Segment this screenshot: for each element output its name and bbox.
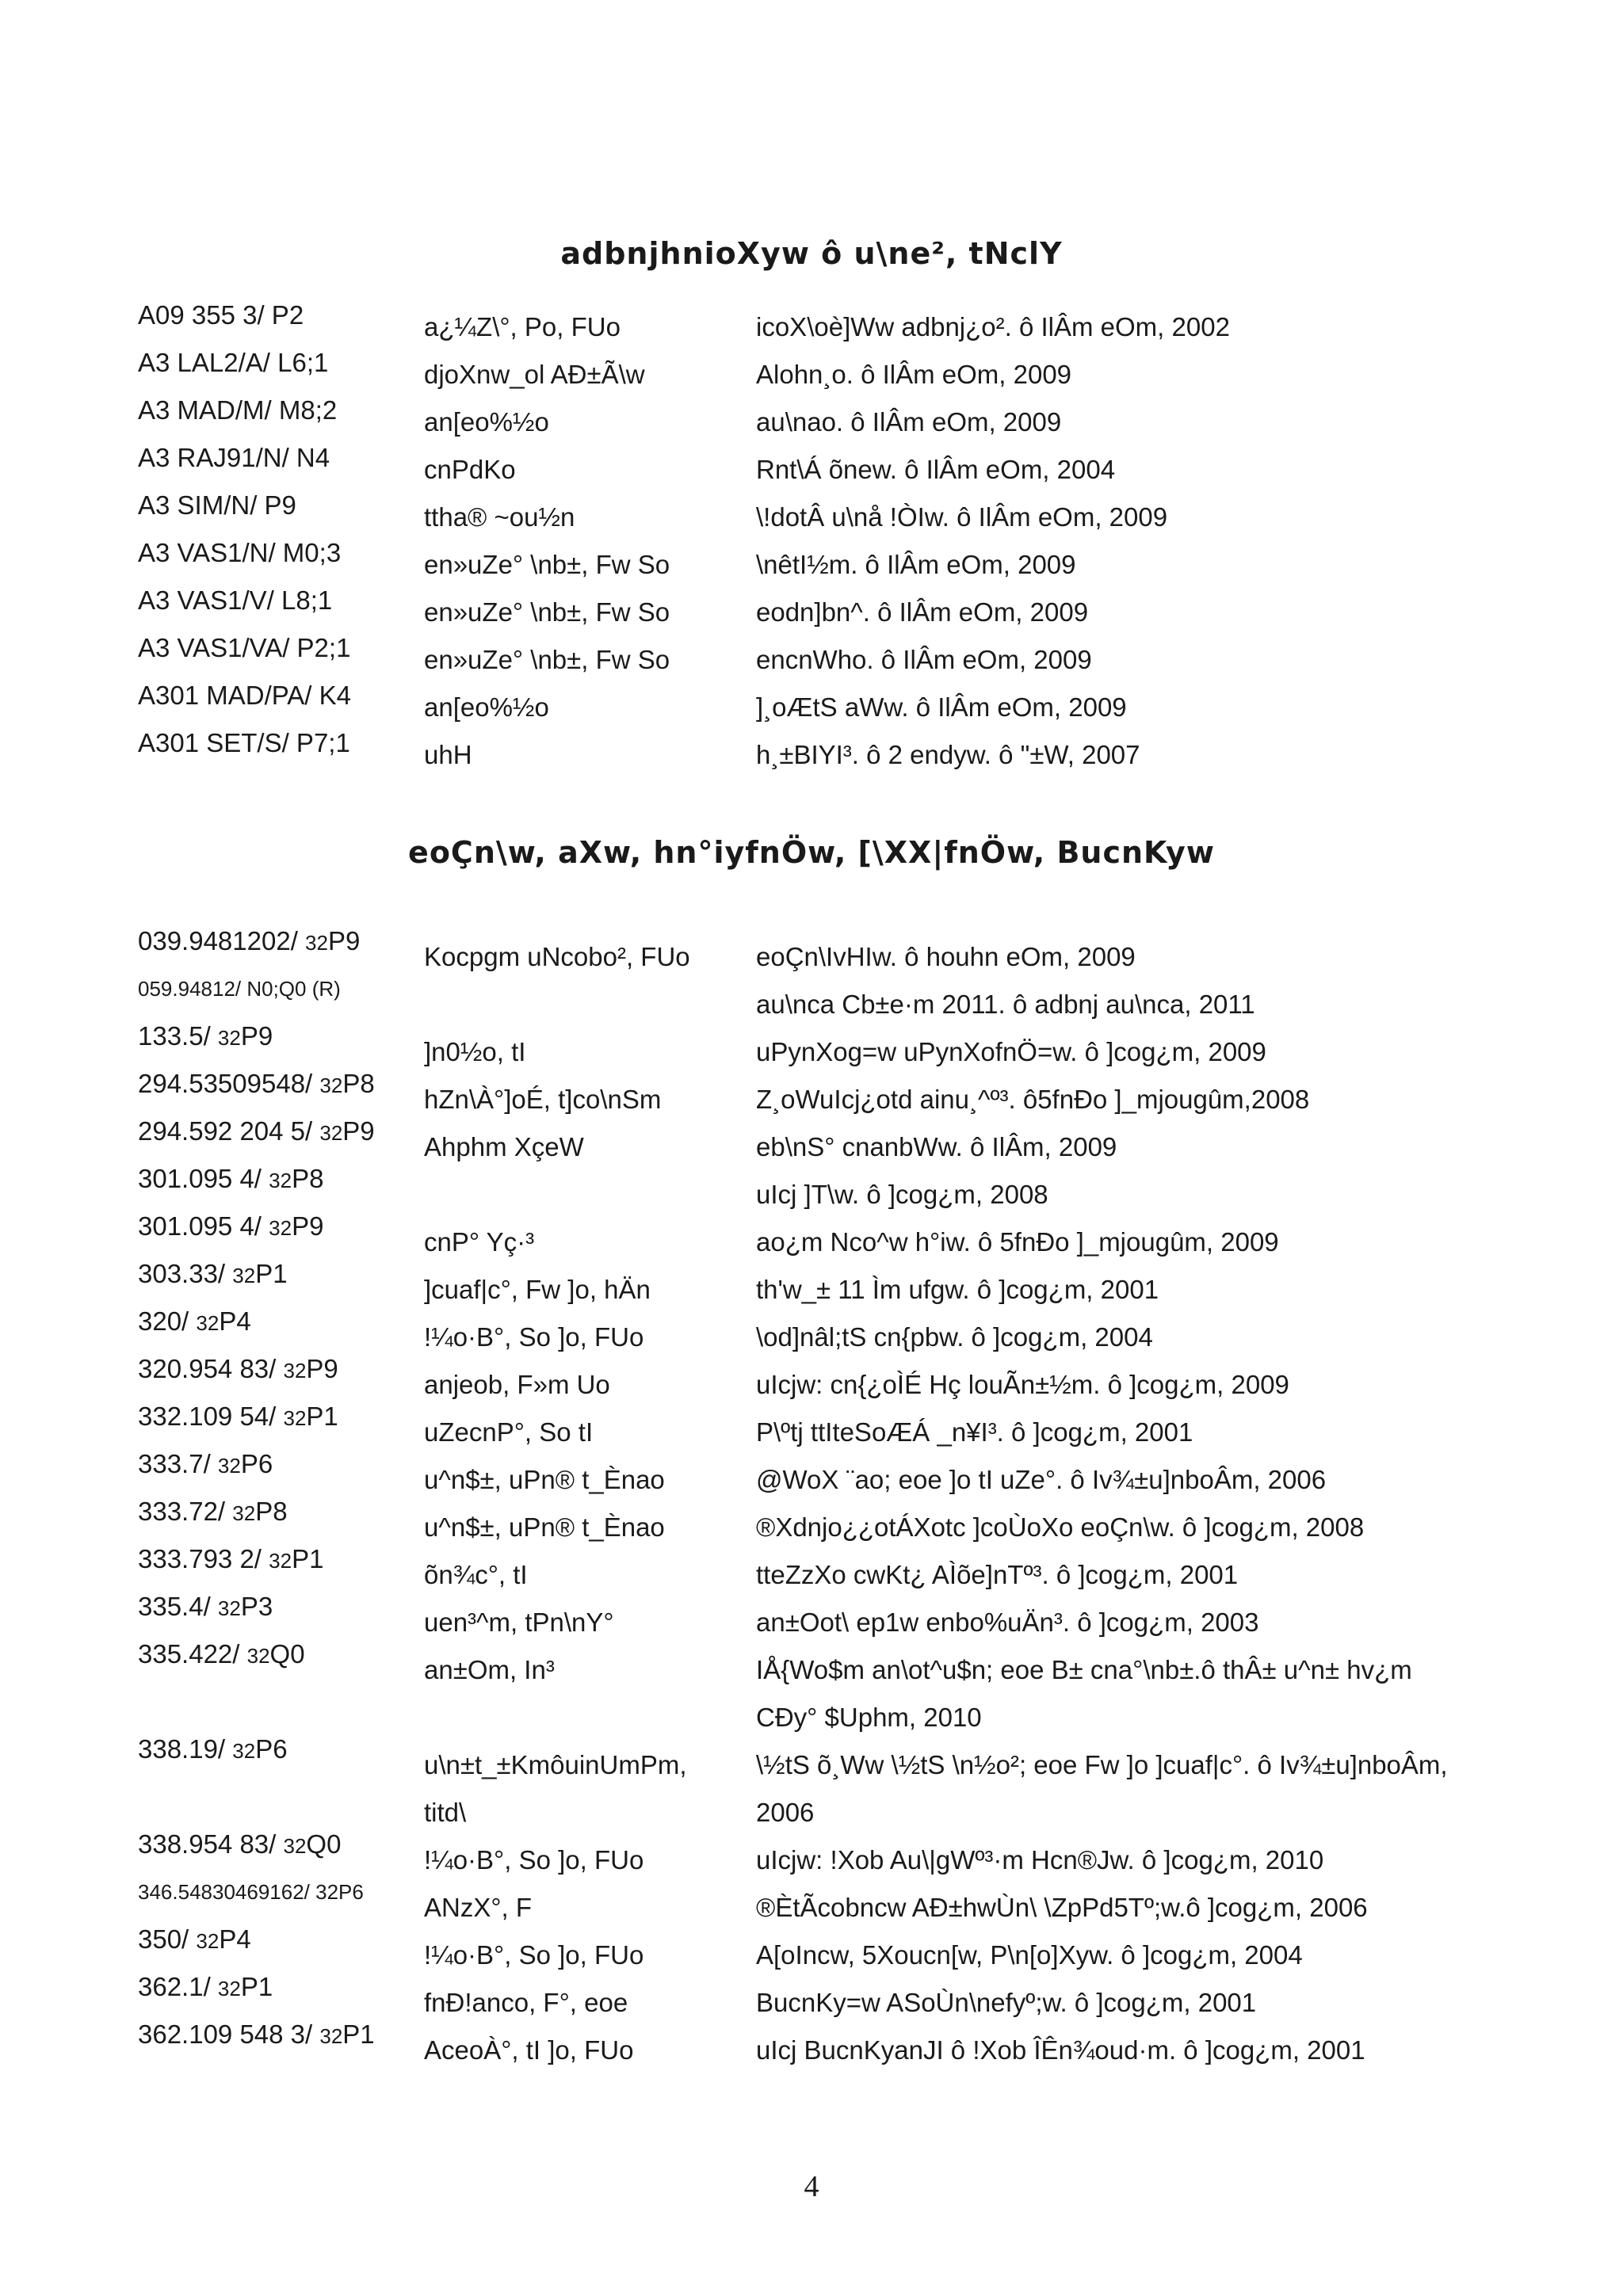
- author-entry: an±Om, In³: [424, 1655, 555, 1684]
- call-number-sub: 32: [232, 1264, 256, 1287]
- title-entry: ao¿m Nco^w h°iw. ô 5fnÐo ]_mjougûm, 2009: [756, 1227, 1279, 1257]
- author-entry: [424, 1694, 690, 1741]
- call-number-main: 320/: [138, 1306, 197, 1336]
- title-entry: encnWho. ô IlÂm eOm, 2009: [756, 645, 1092, 674]
- title-entry: eb\nS° cnanbWw. ô IlÂm, 2009: [756, 1132, 1117, 1161]
- call-number-main: 350/: [138, 1924, 197, 1954]
- call-number: [138, 1345, 375, 1393]
- call-number: [138, 1013, 375, 1060]
- call-number-suffix: P1: [292, 1544, 324, 1573]
- call-number-sub: 32: [196, 1311, 220, 1335]
- call-number-suffix: Q0: [269, 1639, 305, 1669]
- call-number: [138, 1203, 375, 1250]
- author-entry: an[eo%½o: [424, 407, 549, 437]
- call-number: [138, 1108, 375, 1155]
- call-number: [138, 1060, 375, 1108]
- call-number-suffix: P1: [240, 1972, 273, 2001]
- call-number: A09 355 3/ P2: [138, 300, 304, 330]
- call-number: [138, 965, 375, 1013]
- section1-callnumber-column: [138, 292, 351, 767]
- call-number-suffix: P6: [255, 1734, 288, 1764]
- call-number: [138, 1155, 375, 1203]
- section-heading-1: adbnjhnioXyw ô u\ne², tNclY: [560, 236, 1063, 271]
- call-number: [138, 1963, 375, 2011]
- title-entry: h¸±BIYI³. ô 2 endyw. ô "±W, 2007: [756, 740, 1140, 769]
- title-entry: \nêtI½m. ô IlÂm eOm, 2009: [756, 550, 1076, 579]
- author-entry: u^n$±, uPn® t_Ènao: [424, 1465, 665, 1494]
- call-number-suffix: P8: [342, 1069, 375, 1098]
- author-entry: u\n±t_±KmôuinUmPm,: [424, 1750, 687, 1779]
- call-number-main: 294.53509548/: [138, 1069, 320, 1098]
- call-number-main: 335.4/: [138, 1592, 218, 1621]
- call-number-sub: 32: [283, 1834, 307, 1858]
- call-number-sub: 32: [196, 1929, 220, 1953]
- title-entry: uPynXog=w uPynXofnÖ=w. ô ]cog¿m, 2009: [756, 1037, 1266, 1066]
- call-number-main: 320.954 83/: [138, 1354, 284, 1383]
- call-number-main: 332.109 54/: [138, 1402, 284, 1431]
- call-number: [138, 1678, 375, 1726]
- call-number-suffix: P9: [306, 1354, 338, 1383]
- call-number-main: 333.7/: [138, 1449, 218, 1478]
- call-number: [138, 1250, 375, 1298]
- call-number-sub: 32: [269, 1169, 292, 1192]
- call-number: A3 MAD/M/ M8;2: [138, 395, 338, 425]
- author-entry: fnÐ!anco, F°, eoe: [424, 1988, 628, 2017]
- call-number-sub: 32: [319, 2024, 343, 2048]
- author-entry: ANzX°, F: [424, 1893, 533, 1922]
- title-entry: uIcj BucnKyanJI ô !Xob ÎÊn¾oud·m. ô ]cog¿m, 2001: [756, 2035, 1365, 2065]
- call-number-main: 338.19/: [138, 1734, 233, 1764]
- call-number-main: 303.33/: [138, 1259, 233, 1288]
- title-entry: icoX\oè]Ww adbnj¿o². ô IlÂm eOm, 2002: [756, 312, 1230, 341]
- title-entry: IÅ{Wo$m an\ot^u$n; eoe B± cna°\nb±.ô thÂ± u^n± hv¿m: [756, 1655, 1412, 1684]
- call-number-main: 333.793 2/: [138, 1544, 269, 1573]
- call-number-main: 133.5/: [138, 1021, 218, 1051]
- author-entry: en»uZe° \nb±, Fw So: [424, 597, 670, 627]
- section2-callnumber-column: [138, 917, 375, 2058]
- call-number-sub: 32: [246, 1644, 270, 1668]
- call-number-sub: 32: [305, 931, 328, 955]
- title-entry: P\ºtj ttIteSoÆÁ _n¥I³. ô ]cog¿m, 2001: [756, 1417, 1193, 1447]
- call-number-sub: 32: [319, 1121, 343, 1145]
- call-number-sub: 32: [232, 1501, 256, 1525]
- call-number-suffix: P9: [342, 1116, 375, 1146]
- author-entry: cnP° Yç·³: [424, 1227, 535, 1257]
- title-entry: uIcjw: cn{¿oÌÉ Hç louÃn±½m. ô ]cog¿m, 2009: [756, 1370, 1289, 1399]
- title-entry: A[oIncw, 5Xoucn[w, P\n[o]Xyw. ô ]cog¿m, 2004: [756, 1940, 1303, 1970]
- call-number-suffix: P4: [219, 1924, 251, 1954]
- call-number-sub: 32: [283, 1406, 307, 1430]
- author-entry: uZecnP°, So tI: [424, 1417, 594, 1447]
- call-number: A3 VAS1/V/ L8;1: [138, 585, 333, 615]
- author-entry: anjeob, F»m Uo: [424, 1370, 610, 1399]
- call-number: [138, 1583, 375, 1630]
- title-entry: eodn]bn^. ô IlÂm eOm, 2009: [756, 597, 1089, 627]
- title-entry: \½tS õ¸Ww \½tS \n½o²; eoe Fw ]o ]cuaf|c°. ô Iv¾±u]nboÂm,: [756, 1750, 1448, 1779]
- call-number: [138, 1821, 375, 1868]
- call-number-sub: 32: [232, 1739, 256, 1763]
- section1-title-column: [756, 303, 1230, 779]
- call-number-main: 301.095 4/: [138, 1164, 269, 1193]
- call-number-main: 362.109 548 3/: [138, 2019, 320, 2049]
- title-entry: ®Xdnjo¿¿otÁXotc ]coÙoXo eoÇn\w. ô ]cog¿m, 2008: [756, 1512, 1365, 1542]
- title-entry: tteZzXo cwKt¿ AÌõe]nTº³. ô ]cog¿m, 2001: [756, 1560, 1239, 1589]
- call-number-main: 333.72/: [138, 1497, 233, 1526]
- call-number: [138, 2011, 375, 2058]
- title-entry: Z¸oWuIcj¿otd ainu¸^º³. ô5fnÐo ]_mjougûm,2008: [756, 1085, 1310, 1114]
- title-entry: Alohn¸o. ô IlÂm eOm, 2009: [756, 360, 1072, 389]
- title-entry: ®ÈtÃcobncw AÐ±hwÙn\ \ZpPd5Tº;w.ô ]cog¿m, 2006: [756, 1893, 1368, 1922]
- call-number: [138, 1440, 375, 1488]
- call-number: [138, 1630, 375, 1678]
- author-entry: titd\: [424, 1798, 467, 1827]
- call-number-sub: 32: [217, 1026, 241, 1050]
- author-entry: !¼o·B°, So ]o, FUo: [424, 1940, 644, 1970]
- title-entry: eoÇn\IvHIw. ô houhn eOm, 2009: [756, 942, 1136, 971]
- title-entry: \od]nâl;tS cn{pbw. ô ]cog¿m, 2004: [756, 1322, 1153, 1352]
- call-number: [138, 1393, 375, 1440]
- page-number: 4: [804, 2170, 819, 2203]
- author-entry: [424, 1171, 690, 1219]
- call-number: [138, 1916, 375, 1963]
- call-number: [138, 1535, 375, 1583]
- call-number: A3 LAL2/A/ L6;1: [138, 348, 329, 377]
- call-number-suffix: P8: [255, 1497, 288, 1526]
- section2-title-column: [756, 933, 1448, 2074]
- title-entry: ]¸oÆtS aWw. ô IlÂm eOm, 2009: [756, 692, 1127, 722]
- call-number-sub: 32: [217, 1454, 241, 1478]
- call-number-main: 338.954 83/: [138, 1829, 284, 1859]
- section1-author-column: [424, 303, 670, 779]
- title-entry: an±Oot\ ep1w enbo%uÄn³. ô ]cog¿m, 2003: [756, 1608, 1259, 1637]
- call-number-sub: 32: [217, 1596, 241, 1620]
- call-number-main: 294.592 204 5/: [138, 1116, 320, 1146]
- call-number-suffix: P3: [240, 1592, 273, 1621]
- call-number: A301 MAD/PA/ K4: [138, 681, 352, 710]
- author-entry: uen³^m, tPn\nY°: [424, 1608, 614, 1637]
- author-entry: hZn\À°]oÉ, t]co\nSm: [424, 1085, 662, 1114]
- call-number-suffix: P9: [240, 1021, 273, 1051]
- author-entry: djoXnw_ol AÐ±Ã\w: [424, 360, 645, 389]
- section2-author-column: [424, 933, 690, 2074]
- call-number-main: 059.94812/ N0;Q0 (R): [138, 977, 341, 1001]
- title-entry: au\nca Cb±e·m 2011. ô adbnj au\nca, 2011: [756, 990, 1255, 1019]
- section-heading-2: eoÇn\w, aXw, hn°iyfnÖw, [\XX|fnÖw, BucnKyw: [408, 835, 1215, 870]
- call-number-suffix: P4: [219, 1306, 251, 1336]
- call-number-suffix: P1: [306, 1402, 338, 1431]
- author-entry: ttha® ~ou½n: [424, 502, 575, 532]
- title-entry: au\nao. ô IlÂm eOm, 2009: [756, 407, 1062, 437]
- call-number-suffix: P8: [292, 1164, 324, 1193]
- author-entry: en»uZe° \nb±, Fw So: [424, 645, 670, 674]
- author-entry: uhH: [424, 740, 472, 769]
- call-number-main: 346.54830469162/ 32P6: [138, 1880, 364, 1904]
- call-number: A3 VAS1/VA/ P2;1: [138, 633, 351, 662]
- call-number: [138, 1488, 375, 1535]
- title-entry: CÐy° $Uphm, 2010: [756, 1703, 982, 1732]
- title-entry: uIcjw: !Xob Au\|gWº³·m Hcn®Jw. ô ]cog¿m, 2010: [756, 1845, 1324, 1875]
- call-number-sub: 32: [319, 1074, 343, 1097]
- author-entry: !¼o·B°, So ]o, FUo: [424, 1845, 644, 1875]
- call-number: [138, 1726, 375, 1773]
- call-number-suffix: Q0: [306, 1829, 342, 1859]
- title-entry: 2006: [756, 1798, 815, 1827]
- call-number-suffix: P9: [292, 1211, 324, 1241]
- author-entry: !¼o·B°, So ]o, FUo: [424, 1322, 644, 1352]
- author-entry: an[eo%½o: [424, 692, 549, 722]
- call-number-suffix: P9: [327, 926, 361, 955]
- author-entry: ]cuaf|c°, Fw ]o, hÄn: [424, 1275, 651, 1304]
- call-number-sub: 32: [283, 1359, 307, 1383]
- author-entry: AceoÀ°, tI ]o, FUo: [424, 2035, 634, 2065]
- call-number: A3 SIM/N/ P9: [138, 490, 296, 520]
- author-entry: u^n$±, uPn® t_Ènao: [424, 1512, 665, 1542]
- call-number-sub: 32: [269, 1216, 292, 1240]
- call-number: [138, 917, 375, 965]
- call-number: [138, 1298, 375, 1345]
- call-number-main: 039.9481202/: [138, 926, 306, 955]
- call-number-main: 362.1/: [138, 1972, 218, 2001]
- call-number: A3 VAS1/N/ M0;3: [138, 538, 342, 567]
- call-number-main: 335.422/: [138, 1639, 247, 1669]
- author-entry: en»uZe° \nb±, Fw So: [424, 550, 670, 579]
- title-entry: @WoX ¨ao; eoe ]o tI uZe°. ô Iv¾±u]nboÂm, 2006: [756, 1465, 1327, 1494]
- author-entry: [424, 981, 690, 1028]
- title-entry: Rnt\Á õnew. ô IlÂm eOm, 2004: [756, 455, 1116, 484]
- call-number-suffix: P6: [240, 1449, 273, 1478]
- title-entry: BucnKy=w ASoÙn\nefyº;w. ô ]cog¿m, 2001: [756, 1988, 1257, 2017]
- call-number: [138, 1773, 375, 1821]
- call-number-main: 301.095 4/: [138, 1211, 269, 1241]
- call-number-sub: 32: [269, 1549, 292, 1573]
- call-number: A301 SET/S/ P7;1: [138, 728, 350, 757]
- title-entry: \!dotÂ u\nå !ÒIw. ô IlÂm eOm, 2009: [756, 502, 1168, 532]
- author-entry: a¿¼Z\°, Po, FUo: [424, 312, 621, 341]
- author-entry: Kocpgm uNcobo², FUo: [424, 942, 690, 971]
- author-entry: õn¾c°, tI: [424, 1560, 528, 1589]
- call-number-suffix: P1: [342, 2019, 375, 2049]
- call-number-sub: 32: [217, 1977, 241, 2000]
- call-number-suffix: P1: [255, 1259, 288, 1288]
- title-entry: uIcj ]T\w. ô ]cog¿m, 2008: [756, 1180, 1048, 1209]
- author-entry: cnPdKo: [424, 455, 516, 484]
- author-entry: Ahphm XçeW: [424, 1132, 584, 1161]
- author-entry: ]n0½o, tI: [424, 1037, 526, 1066]
- title-entry: th'w_± 11 Ìm ufgw. ô ]cog¿m, 2001: [756, 1275, 1159, 1304]
- call-number: A3 RAJ91/N/ N4: [138, 443, 330, 472]
- call-number: [138, 1868, 375, 1916]
